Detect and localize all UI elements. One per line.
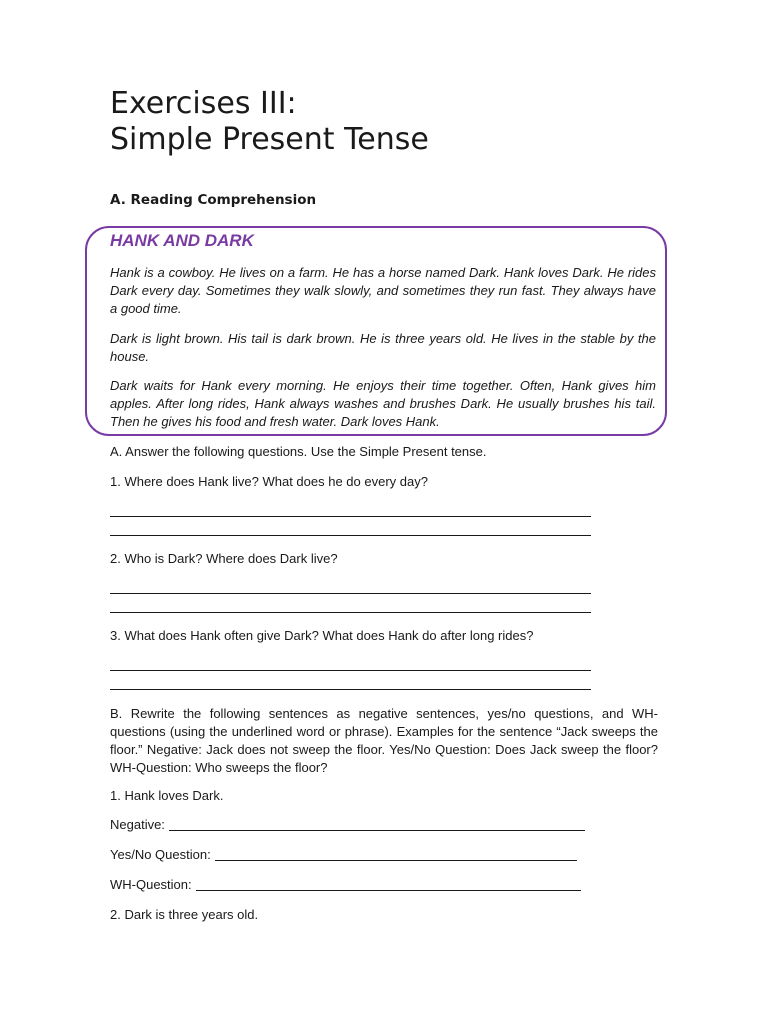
yes-no-label: Yes/No Question: (110, 847, 211, 862)
wh-label: WH-Question: (110, 877, 192, 892)
answer-line-1a[interactable] (110, 516, 591, 517)
yes-no-answer-line[interactable] (215, 860, 577, 861)
story-title: HANK AND DARK (110, 231, 254, 250)
answer-line-2a[interactable] (110, 593, 591, 594)
title-line-2: Simple Present Tense (110, 122, 429, 157)
yes-no-row (110, 846, 577, 864)
negative-answer-line[interactable] (169, 830, 585, 831)
answer-line-3b[interactable] (110, 689, 591, 690)
wh-answer-line[interactable] (196, 890, 581, 891)
answer-line-2b[interactable] (110, 612, 591, 613)
section-heading-reading: A. Reading Comprehension (110, 192, 317, 208)
part-b-item-2: 2. Dark is three years old. (110, 907, 259, 922)
title-line-1: Exercises III: (110, 86, 297, 121)
page-title (110, 86, 429, 158)
part-b-item-1: 1. Hank loves Dark. (110, 788, 224, 803)
negative-label: Negative: (110, 817, 165, 832)
question-1: 1. Where does Hank live? What does he do every day? (110, 474, 428, 489)
story-paragraph-2: Dark is light brown. His tail is dark brown. He is three years old. He lives in the stable by the house. (110, 331, 656, 364)
question-3: 3. What does Hank often give Dark? What does Hank do after long rides? (110, 628, 534, 643)
wh-row (110, 876, 581, 894)
answer-line-3a[interactable] (110, 670, 591, 671)
negative-row (110, 816, 585, 834)
part-b-instruction: B. Rewrite the following sentences as negative sentences, yes/no questions, and WH-questions (using the underlined word or phrase). Examples for the sentence “Jack sweeps the floor.” Negative: Jack does not sweep the floor. Yes/No Question: Does Jack sweep the floor? WH-Question: Who sweeps the floor? (110, 706, 658, 775)
story-paragraph-3: Dark waits for Hank every morning. He enjoys their time together. Often, Hank gives him apples. After long rides, Hank always washes and brushes Dark. He usually brushes his tail. Then he gives his food and fresh water. Dark loves Hank. (110, 378, 656, 429)
question-2: 2. Who is Dark? Where does Dark live? (110, 551, 338, 566)
part-a-instruction: A. Answer the following questions. Use the Simple Present tense. (110, 444, 487, 459)
story-paragraph-1: Hank is a cowboy. He lives on a farm. He has a horse named Dark. Hank loves Dark. He rides Dark every day. Sometimes they walk slowly, and sometimes they run fast. They always have a good time. (110, 265, 656, 316)
answer-line-1b[interactable] (110, 535, 591, 536)
